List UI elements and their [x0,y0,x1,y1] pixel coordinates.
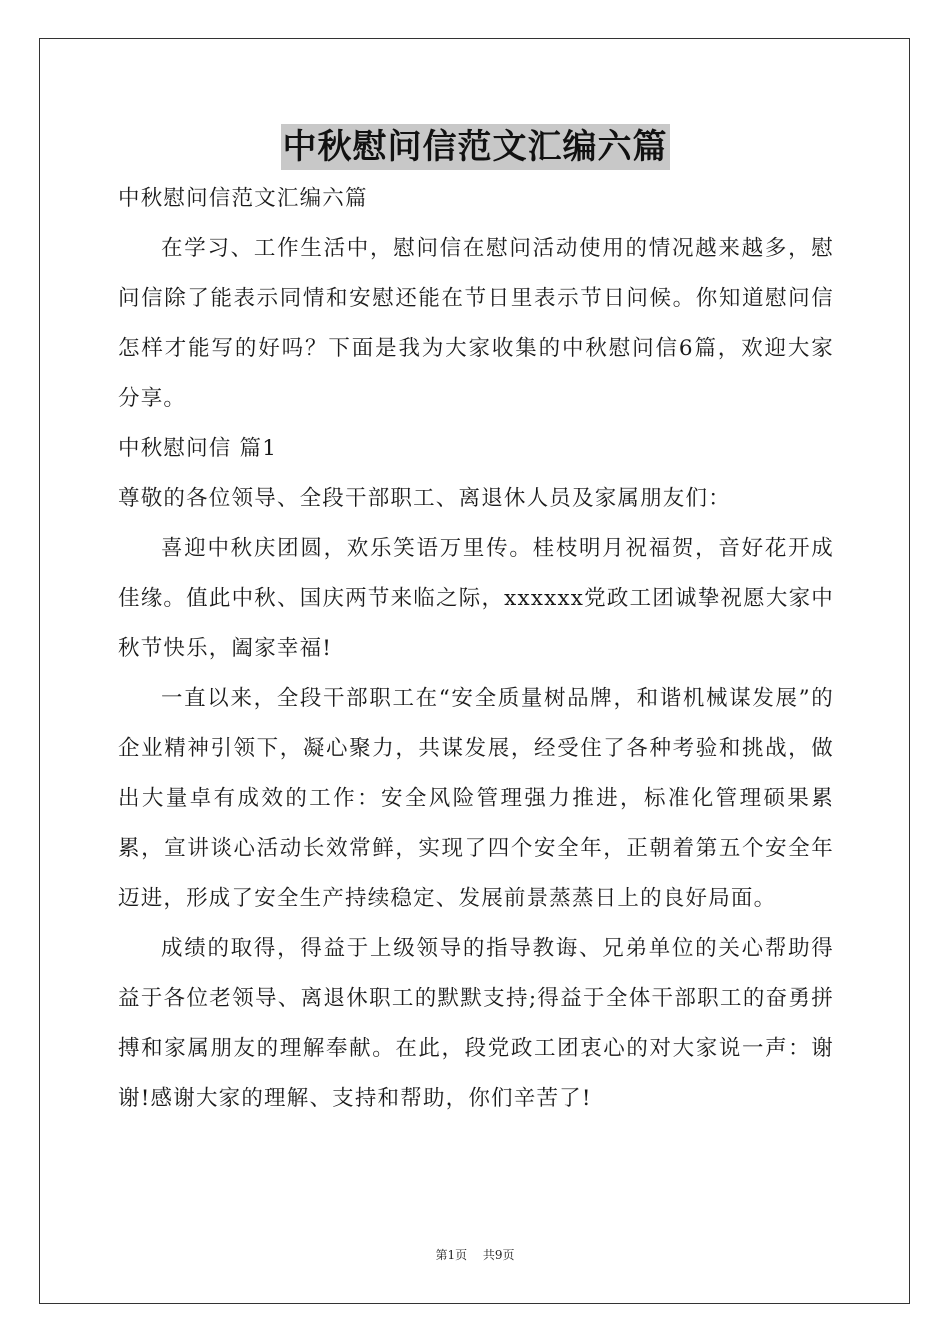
section-heading: 中秋慰问信 篇1 [118,436,278,461]
page-total: 共9页 [482,1248,515,1262]
body-paragraph: 一直以来，全段干部职工在“安全质量树品牌，和谐机械谋发展”的企业精神引领下，凝心聚力，共谋发展，经受住了各种考验和挑战，做出大量卓有成效的工作：安全风险管理强力推进，标准化管理硕果累累，宣讲谈心活动长效常鲜，实现了四个安全年，正朝着第五个安全年迈进，形成了安全生产持续稳定、发展前景蒸蒸日上的良好局面。 [118,686,834,911]
intro-paragraph: 在学习、工作生活中，慰问信在慰问活动使用的情况越来越多，慰问信除了能表示同情和安慰还能在节日里表示节日问候。你知道慰问信怎样才能写的好吗？下面是我为大家收集的中秋慰问信6篇，欢迎大家分享。 [118,236,834,411]
body-paragraph: 喜迎中秋庆团圆，欢乐笑语万里传。桂枝明月祝福贺，音好花开成佳缘。值此中秋、国庆两节来临之际，xxxxxx党政工团诚挚祝愿大家中秋节快乐，阖家幸福! [118,536,834,661]
document-title-container [0,124,950,172]
body-paragraph: 成绩的取得，得益于上级领导的指导教诲、兄弟单位的关心帮助得益于各位老领导、离退休职工的默默支持;得益于全体干部职工的奋勇拼搏和家属朋友的理解奉献。在此，段党政工团衷心的对大家说一声：谢谢!感谢大家的理解、支持和帮助，你们辛苦了! [118,936,834,1111]
salutation-paragraph: 尊敬的各位领导、全段干部职工、离退休人员及家属朋友们： [118,486,731,511]
document-body [118,174,834,1124]
document-title: 中秋慰问信范文汇编六篇 [281,124,670,170]
page-footer [0,1246,950,1263]
subtitle-paragraph: 中秋慰问信范文汇编六篇 [118,186,368,211]
page-number: 第1页 [435,1248,468,1262]
